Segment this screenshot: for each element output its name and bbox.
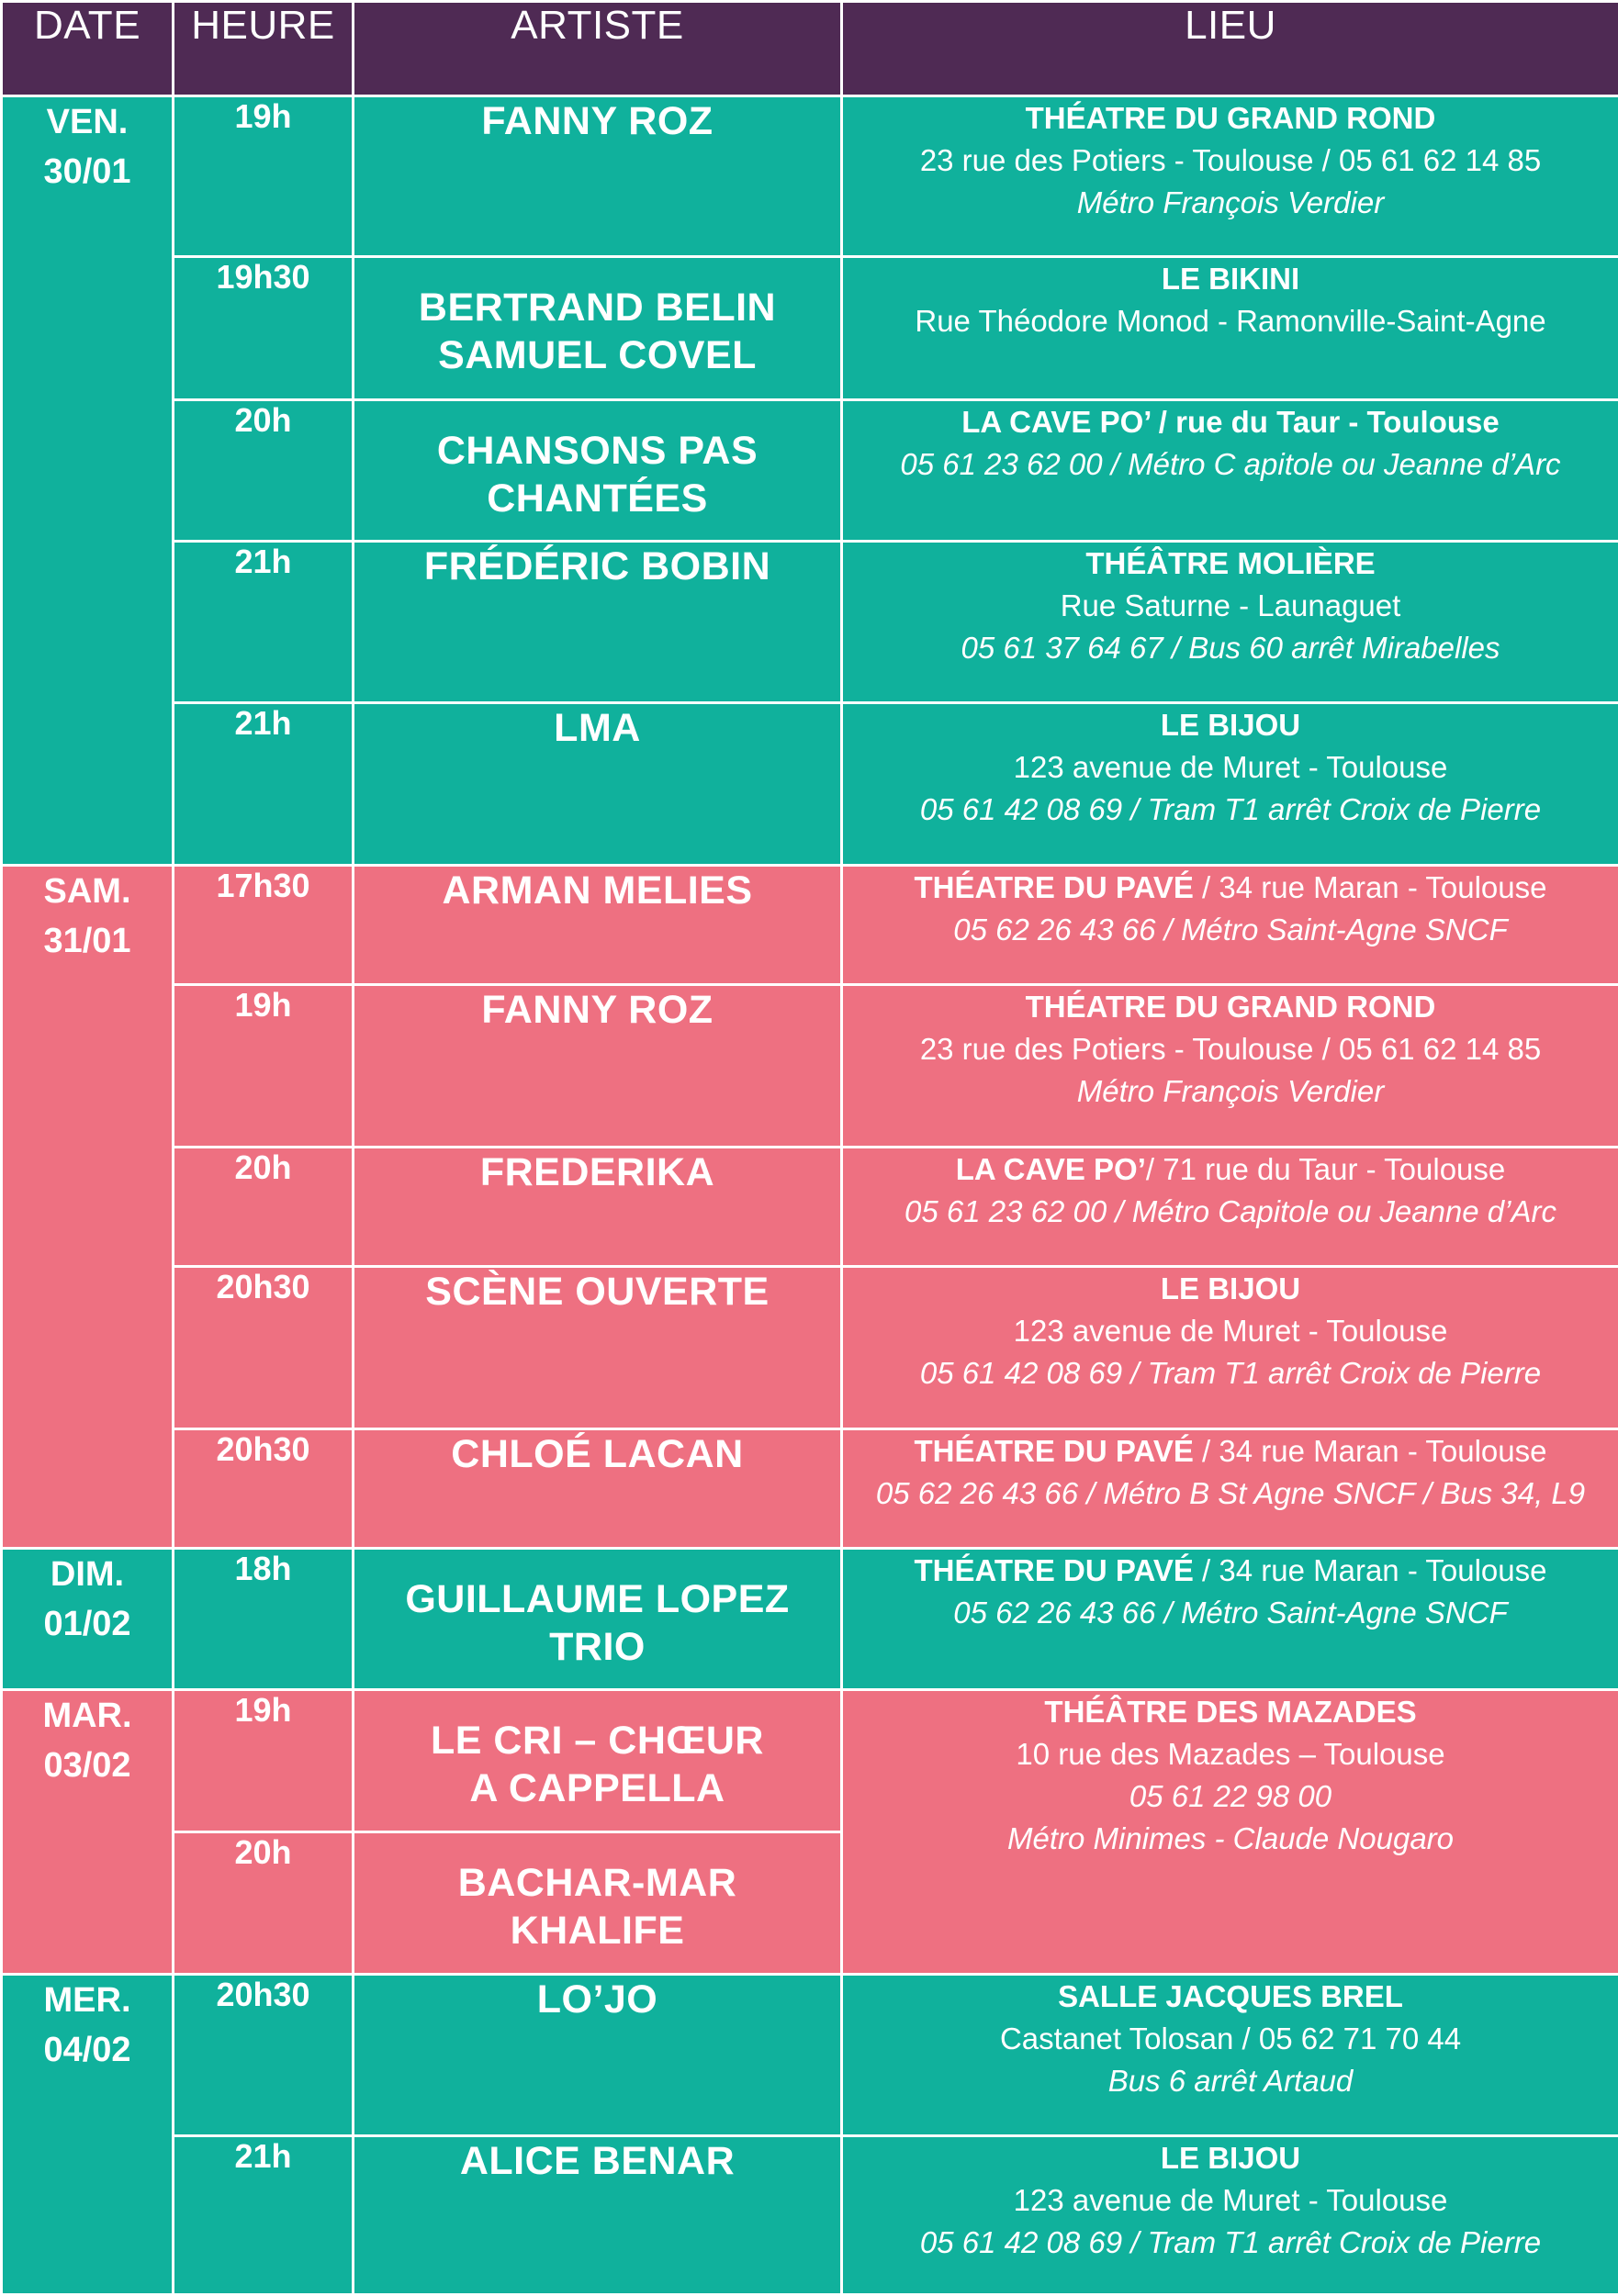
day-name: MAR. <box>42 1697 131 1735</box>
artist-cell <box>354 985 842 1148</box>
artist-name-line: CHANTÉES <box>354 475 840 522</box>
day-date: 04/02 <box>43 2031 130 2069</box>
header-time: HEURE <box>174 2 354 96</box>
venue-cell <box>842 1690 1618 1975</box>
header-artist: ARTISTE <box>354 2 842 96</box>
artist-cell <box>354 1549 842 1690</box>
time-cell <box>174 1549 354 1690</box>
day-name: SAM. <box>44 872 131 911</box>
venue-cell <box>842 96 1618 257</box>
artist-name-line: FANNY ROZ <box>354 986 840 1034</box>
artist-name-line: FANNY ROZ <box>354 97 840 145</box>
artist-cell <box>354 866 842 985</box>
artist-name-line: CHLOÉ LACAN <box>354 1430 840 1478</box>
artist-cell <box>354 1690 842 1832</box>
venue-line: Castanet Tolosan / 05 62 71 70 44 <box>843 2018 1618 2060</box>
event-row <box>2 866 1618 985</box>
time-text: 20h <box>234 401 291 439</box>
venue-line: THÉÂTRE DES MAZADES <box>843 1691 1618 1733</box>
header-row <box>2 2 1618 96</box>
artist-name-line: SAMUEL COVEL <box>354 331 840 379</box>
venue-line: LA CAVE PO’/ 71 rue du Taur - Toulouse <box>843 1148 1618 1191</box>
artist-cell <box>354 257 842 400</box>
venue-line: THÉATRE DU GRAND ROND <box>843 97 1618 140</box>
artist-name-line: BERTRAND BELIN <box>354 284 840 331</box>
time-cell <box>174 866 354 985</box>
time-text: 20h30 <box>216 1268 309 1305</box>
venue-line: 05 62 26 43 66 / Métro Saint-Agne SNCF <box>843 1592 1618 1634</box>
time-cell <box>174 1690 354 1832</box>
event-row <box>2 1690 1618 1832</box>
time-text: 21h <box>234 704 291 742</box>
artist-cell <box>354 2136 842 2295</box>
time-cell <box>174 2136 354 2295</box>
venue-line: SALLE JACQUES BREL <box>843 1976 1618 2018</box>
venue-cell <box>842 1267 1618 1429</box>
event-row <box>2 1549 1618 1690</box>
venue-line: THÉÂTRE MOLIÈRE <box>843 543 1618 585</box>
artist-cell <box>354 1429 842 1549</box>
artist-name-line: KHALIFE <box>354 1907 840 1954</box>
venue-line: 05 62 26 43 66 / Métro Saint-Agne SNCF <box>843 909 1618 951</box>
header-venue: LIEU <box>842 2 1618 96</box>
venue-cell <box>842 1549 1618 1690</box>
venue-line: THÉATRE DU PAVÉ / 34 rue Maran - Toulouse <box>843 1430 1618 1473</box>
artist-name-line: ALICE BENAR <box>354 2137 840 2185</box>
day-date: 31/01 <box>43 922 130 960</box>
venue-line: Métro François Verdier <box>843 1070 1618 1113</box>
date-cell <box>2 1975 174 2295</box>
event-row <box>2 542 1618 703</box>
date-cell <box>2 1549 174 1690</box>
event-row <box>2 257 1618 400</box>
artist-cell <box>354 1832 842 1975</box>
day-name: DIM. <box>51 1555 124 1594</box>
venue-line: 123 avenue de Muret - Toulouse <box>843 2179 1618 2222</box>
artist-name-line: ARMAN MELIES <box>354 867 840 914</box>
venue-line: 05 61 42 08 69 / Tram T1 arrêt Croix de Pierre <box>843 2222 1618 2264</box>
artist-cell <box>354 400 842 542</box>
venue-line: 05 61 42 08 69 / Tram T1 arrêt Croix de Pierre <box>843 789 1618 831</box>
venue-line: LE BIJOU <box>843 2137 1618 2179</box>
venue-line: 23 rue des Potiers - Toulouse / 05 61 62 14 85 <box>843 140 1618 182</box>
venue-line: 05 61 23 62 00 / Métro Capitole ou Jeanne d’Arc <box>843 1191 1618 1233</box>
artist-name-line: BACHAR-MAR <box>354 1859 840 1907</box>
event-row <box>2 703 1618 866</box>
time-text: 21h <box>234 2137 291 2175</box>
venue-line: LE BIJOU <box>843 704 1618 746</box>
venue-line: THÉATRE DU PAVÉ / 34 rue Maran - Toulouse <box>843 1550 1618 1592</box>
time-text: 19h <box>234 986 291 1024</box>
venue-line: 123 avenue de Muret - Toulouse <box>843 1310 1618 1352</box>
time-text: 19h <box>234 1691 291 1729</box>
day-name: VEN. <box>47 103 129 141</box>
time-cell <box>174 96 354 257</box>
venue-line: 123 avenue de Muret - Toulouse <box>843 746 1618 789</box>
artist-cell <box>354 542 842 703</box>
time-text: 20h <box>234 1148 291 1186</box>
artist-cell <box>354 1267 842 1429</box>
venue-cell <box>842 2136 1618 2295</box>
artist-name-line: SCÈNE OUVERTE <box>354 1268 840 1316</box>
venue-line: 05 61 23 62 00 / Métro C apitole ou Jeanne d’Arc <box>843 443 1618 486</box>
time-cell <box>174 985 354 1148</box>
venue-cell <box>842 703 1618 866</box>
venue-line: Rue Saturne - Launaguet <box>843 585 1618 627</box>
time-text: 17h30 <box>216 867 309 904</box>
venue-cell <box>842 257 1618 400</box>
time-text: 20h30 <box>216 1976 309 2013</box>
time-cell <box>174 400 354 542</box>
artist-name-line: LE CRI – CHŒUR <box>354 1717 840 1764</box>
artist-cell <box>354 1975 842 2136</box>
event-row <box>2 985 1618 1148</box>
date-cell <box>2 866 174 1549</box>
venue-line: 10 rue des Mazades – Toulouse <box>843 1733 1618 1775</box>
artist-cell <box>354 703 842 866</box>
time-text: 18h <box>234 1550 291 1587</box>
time-text: 21h <box>234 543 291 580</box>
venue-line: LA CAVE PO’ / rue du Taur - Toulouse <box>843 401 1618 443</box>
artist-name-line: CHANSONS PAS <box>354 427 840 475</box>
event-row <box>2 1267 1618 1429</box>
time-cell <box>174 542 354 703</box>
event-row <box>2 1975 1618 2136</box>
event-row <box>2 1429 1618 1549</box>
day-date: 30/01 <box>43 152 130 191</box>
time-cell <box>174 1429 354 1549</box>
venue-line: THÉATRE DU GRAND ROND <box>843 986 1618 1028</box>
venue-line: Rue Théodore Monod - Ramonville-Saint-Agne <box>843 300 1618 342</box>
venue-cell <box>842 542 1618 703</box>
venue-cell <box>842 866 1618 985</box>
event-row <box>2 96 1618 257</box>
venue-cell <box>842 1429 1618 1549</box>
venue-line: Métro Minimes - Claude Nougaro <box>843 1818 1618 1860</box>
day-date: 01/02 <box>43 1605 130 1643</box>
artist-name-line: LO’JO <box>354 1976 840 2023</box>
day-date: 03/02 <box>43 1746 130 1785</box>
header-date: DATE <box>2 2 174 96</box>
venue-line: 23 rue des Potiers - Toulouse / 05 61 62 14 85 <box>843 1028 1618 1070</box>
venue-line: 05 62 26 43 66 / Métro B St Agne SNCF / Bus 34, L9 <box>843 1473 1618 1515</box>
venue-line: THÉATRE DU PAVÉ / 34 rue Maran - Toulouse <box>843 867 1618 909</box>
time-cell <box>174 1975 354 2136</box>
time-text: 20h30 <box>216 1430 309 1468</box>
venue-line: 05 61 37 64 67 / Bus 60 arrêt Mirabelles <box>843 627 1618 669</box>
time-cell <box>174 1267 354 1429</box>
event-row <box>2 1148 1618 1267</box>
venue-line: 05 61 22 98 00 <box>843 1775 1618 1818</box>
artist-name-line: LMA <box>354 704 840 752</box>
artist-cell <box>354 1148 842 1267</box>
day-name: MER. <box>44 1981 131 2020</box>
venue-line: LE BIJOU <box>843 1268 1618 1310</box>
date-cell <box>2 1690 174 1975</box>
venue-line: 05 61 42 08 69 / Tram T1 arrêt Croix de Pierre <box>843 1352 1618 1394</box>
artist-name-line: A CAPPELLA <box>354 1764 840 1812</box>
time-cell <box>174 1148 354 1267</box>
venue-cell <box>842 1148 1618 1267</box>
artist-name-line: FRÉDÉRIC BOBIN <box>354 543 840 590</box>
venue-cell <box>842 1975 1618 2136</box>
artist-name-line: TRIO <box>354 1623 840 1671</box>
venue-line: Métro François Verdier <box>843 182 1618 224</box>
time-cell <box>174 703 354 866</box>
time-text: 19h <box>234 97 291 135</box>
event-row <box>2 2136 1618 2295</box>
time-text: 20h <box>234 1833 291 1871</box>
time-text: 19h30 <box>216 258 309 296</box>
artist-cell <box>354 96 842 257</box>
time-cell <box>174 257 354 400</box>
venue-cell <box>842 400 1618 542</box>
time-cell <box>174 1832 354 1975</box>
venue-line: LE BIKINI <box>843 258 1618 300</box>
event-row <box>2 400 1618 542</box>
artist-name-line: GUILLAUME LOPEZ <box>354 1575 840 1623</box>
artist-name-line: FREDERIKA <box>354 1148 840 1196</box>
date-cell <box>2 96 174 866</box>
venue-cell <box>842 985 1618 1148</box>
venue-line: Bus 6 arrêt Artaud <box>843 2060 1618 2102</box>
